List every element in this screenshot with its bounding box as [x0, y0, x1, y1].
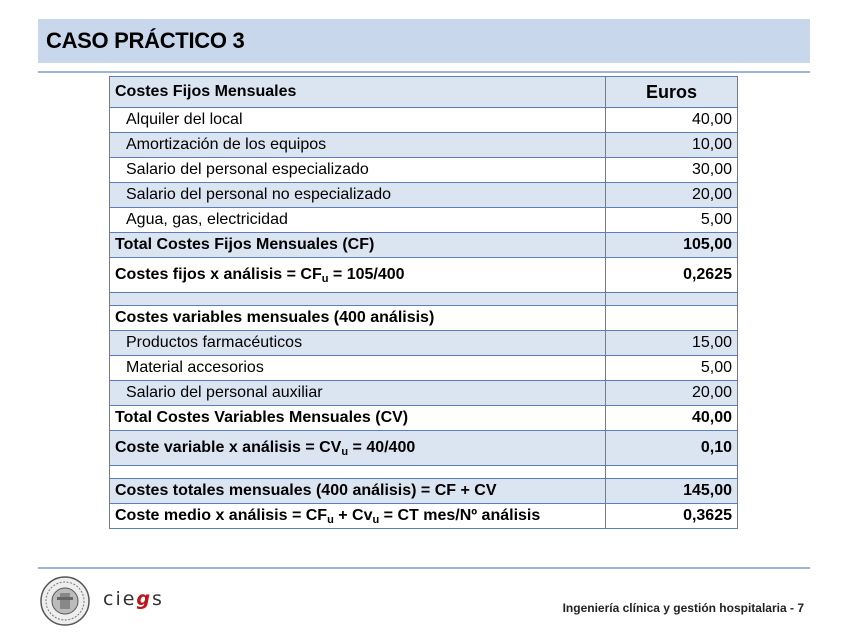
- table-row: [110, 158, 738, 183]
- total-variable-label: Total Costes Variables Mensuales (CV): [110, 406, 606, 431]
- total-variable-row: [110, 406, 738, 431]
- total-costs-row: [110, 479, 738, 504]
- table-row: [110, 108, 738, 133]
- total-costs-value: 145,00: [606, 479, 738, 504]
- row-value: 15,00: [606, 331, 738, 356]
- bottom-rule: [38, 567, 810, 569]
- row-value: 5,00: [606, 356, 738, 381]
- top-rule: [38, 71, 810, 73]
- row-value: 5,00: [606, 208, 738, 233]
- variable-header-row: [110, 306, 738, 331]
- ciegs-logo: ciegs: [103, 588, 164, 610]
- row-label: Salario del personal no especializado: [110, 183, 606, 208]
- variable-per-analysis-row: [110, 431, 738, 466]
- university-seal-icon: [38, 575, 92, 627]
- row-value: 10,00: [606, 133, 738, 158]
- fixed-per-analysis-label: Costes fijos x análisis = $CF_u = 105/400$: [110, 258, 606, 293]
- spacer-row: [110, 293, 738, 306]
- row-value: 20,00: [606, 183, 738, 208]
- table-row: [110, 133, 738, 158]
- variable-per-analysis-value: 0,10: [606, 431, 738, 466]
- row-label: Agua, gas, electricidad: [110, 208, 606, 233]
- variable-per-analysis-label: Coste variable x análisis = $CV_u = 40/400$: [110, 431, 606, 466]
- row-label: Salario del personal auxiliar: [110, 381, 606, 406]
- row-label: Alquiler del local: [110, 108, 606, 133]
- slide-title: CASO PRÁCTICO 3: [46, 28, 245, 53]
- total-fixed-row: [110, 233, 738, 258]
- footer-text: Ingeniería clínica y gestión hospitalaria - 7: [562, 601, 804, 615]
- table-row: [110, 183, 738, 208]
- row-label: Material accesorios: [110, 356, 606, 381]
- table-row: [110, 356, 738, 381]
- table-row: [110, 331, 738, 356]
- row-label: Amortización de los equipos: [110, 133, 606, 158]
- variable-costs-header: Costes variables mensuales (400 análisis): [110, 306, 606, 331]
- total-costs-label: Costes totales mensuales (400 análisis) = CF + CV: [110, 479, 606, 504]
- table-header-row: [110, 77, 738, 108]
- costs-table: [109, 76, 738, 529]
- fixed-per-analysis-value: 0,2625: [606, 258, 738, 293]
- euros-column-header: Euros: [606, 77, 738, 108]
- table-row: [110, 381, 738, 406]
- row-value: 20,00: [606, 381, 738, 406]
- total-variable-value: 40,00: [606, 406, 738, 431]
- row-label: Salario del personal especializado: [110, 158, 606, 183]
- average-cost-label: Coste medio x análisis = $CF_u + Cv_u$ = CT mes/Nº análisis: [110, 504, 606, 529]
- total-fixed-label: Total Costes Fijos Mensuales (CF): [110, 233, 606, 258]
- table-row: [110, 208, 738, 233]
- average-cost-value: 0,3625: [606, 504, 738, 529]
- fixed-costs-header: Costes Fijos Mensuales: [110, 77, 606, 108]
- total-fixed-value: 105,00: [606, 233, 738, 258]
- row-value: 40,00: [606, 108, 738, 133]
- average-cost-row: [110, 504, 738, 529]
- row-value: 30,00: [606, 158, 738, 183]
- row-label: Productos farmacéuticos: [110, 331, 606, 356]
- fixed-per-analysis-row: [110, 258, 738, 293]
- spacer-row: [110, 466, 738, 479]
- title-bar: [38, 19, 810, 63]
